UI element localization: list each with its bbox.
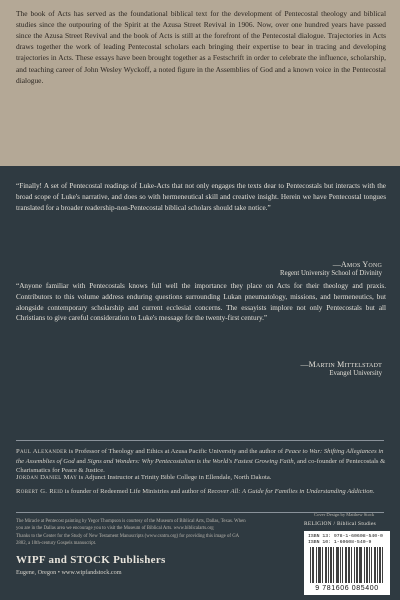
editor-bio-may bbox=[16, 473, 386, 483]
endorser-affiliation: Evangel University bbox=[329, 370, 382, 377]
endorsement-quote-mittelstadt: “Anyone familiar with Pentecostals knows full well the importance they place on Acts for their theology and praxis. Contributors to this volume address enduring questions surrounding Lukan pneumatology, missions, and hermeneutics, but alongside contemporary scholarship and current ecclesial concerns. The essayists implore not only Pentecostals but all Christians to give careful consideration to Luke's message for the twenty-first century.” bbox=[16, 282, 386, 323]
endorsement-attribution-yong bbox=[280, 260, 382, 277]
cover-painting-credit: The Miracle at Pentecost painting by Yegor Thompson is courtesy of the Museum of Biblical Arts, Dallas, Texas. When you are in the Dallas area we encourage you to visit the Museum of Biblical Arts. www.biblicalarts.org bbox=[16, 519, 246, 531]
description-panel bbox=[0, 0, 400, 166]
book-title: Peace to War: Shifting Allegiances in the Assemblies of God bbox=[16, 448, 384, 465]
barcode-digits: 9 781606 085400 bbox=[315, 585, 379, 592]
book-description: The book of Acts has served as the foundational biblical text for the development of Pentecostal theology and biblical studies since the outpouring of the Spirit at the Azusa Street Revival in 1906. Now, over one hundred years have passed since the Azusa Street Revival and the book of Acts is still at the forefront of the Pentecostal dialogue. Trajectories in Acts draws together the work of leading Pentecostal scholars each bringing their expertise to bear in tracing and developing trajectories in Acts. These essays have been brought together as a Festschrift in order to celebrate the influence, scholarship, and teaching career of John Wesley Wyckoff, a noted figure in the Assemblies of God and a known voice in the Pentecostal dialogue. bbox=[16, 9, 386, 85]
manuscript-credit: Thanks to the Center for the Study of New Testament Manuscripts (www.csntm.org) for providing this image of GA 2882, a 10th-century Gospels manuscript. bbox=[16, 534, 239, 546]
editor-name: Jordan Daniel May bbox=[16, 474, 78, 481]
subject-category: RELIGION / Biblical Studies bbox=[304, 521, 377, 527]
bio-text: , and co-founder of Pentecostals & Charismatics for Peace & Justice. bbox=[16, 457, 386, 475]
bio-text: is founder of Redeemed Life Ministries and author of bbox=[63, 488, 208, 495]
publisher-address: Eugene, Oregon • www.wipfandstock.com bbox=[16, 569, 122, 576]
bio-text: is Professor of Theology and Ethics at Azusa Pacific University and the author of bbox=[67, 448, 285, 455]
book-title: Signs and Wonders: Why Pentecostalism is the World's Fastest Growing Faith bbox=[87, 457, 294, 465]
divider bbox=[16, 440, 384, 441]
isbn-10: ISBN 10: 1-60608-540-9 bbox=[308, 540, 372, 545]
endorser-name: —Martin Mittelstadt bbox=[300, 360, 382, 369]
endorser-name: —Amos Yong bbox=[332, 260, 382, 269]
barcode-icon bbox=[310, 547, 384, 583]
editor-name: Robert G. Reid bbox=[16, 488, 64, 495]
endorser-affiliation: Regent University School of Divinity bbox=[280, 270, 382, 277]
editor-bio-reid bbox=[16, 487, 386, 497]
book-title: Recover All: A Guide for Families in Understanding Addiction bbox=[207, 488, 373, 495]
editor-name: Paul Alexander bbox=[16, 448, 68, 455]
isbn-13: ISBN 13: 978-1-60608-540-0 bbox=[308, 534, 383, 539]
bio-text: . bbox=[372, 488, 375, 495]
editor-bio-alexander bbox=[16, 447, 386, 476]
isbn-barcode-box bbox=[304, 531, 390, 595]
endorsement-quote-yong: “Finally! A set of Pentecostal readings of Luke-Acts that not only engages the texts dear to Pentecostals but interacts with the broad scope of Luke's narrative, and does so with hermeneutical skill and creative insight. Herein we have Pentecostal tongues translated for a broader readership-non-Pentecostal biblical scholars should take notice.” bbox=[16, 182, 386, 212]
bio-text: is Adjunct Instructor at Trinity Bible College in Ellendale, North Dakota. bbox=[77, 474, 272, 481]
endorsement-attribution-mittelstadt bbox=[300, 360, 382, 377]
cover-design-credit: Cover Design by Matthew Stock bbox=[314, 512, 375, 517]
bio-text: and bbox=[74, 457, 88, 465]
publisher-name: WIPF and STOCK Publishers bbox=[16, 554, 166, 566]
